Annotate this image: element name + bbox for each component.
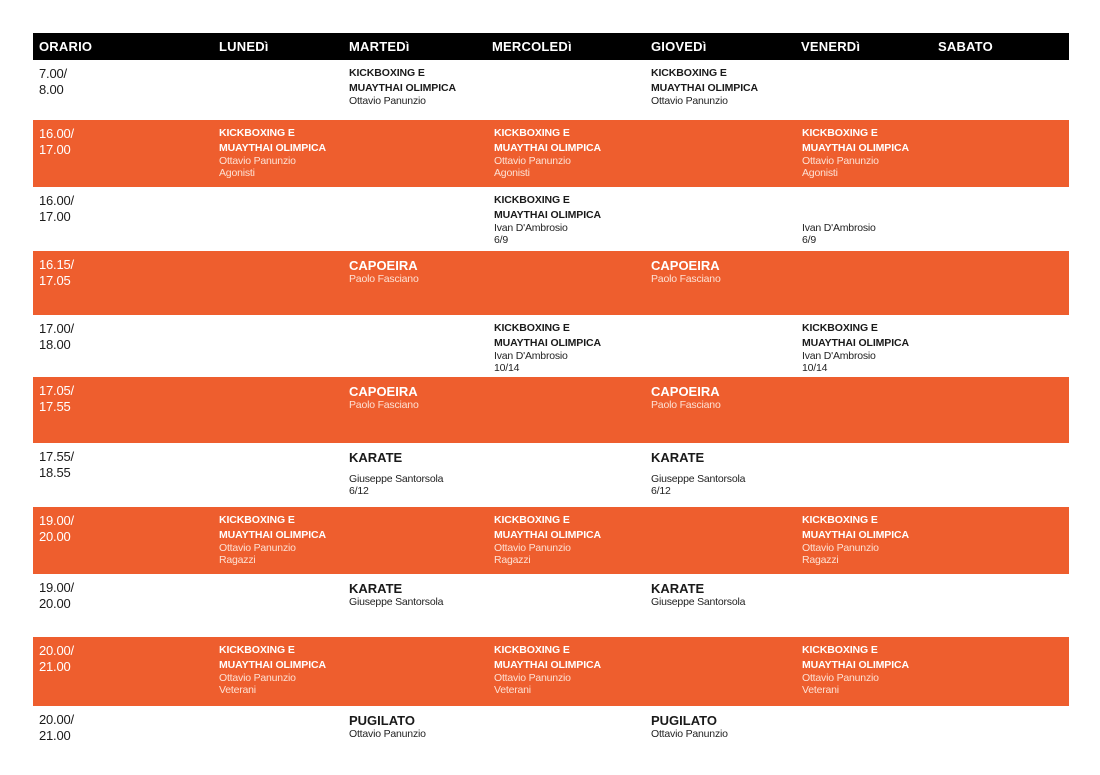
time-end: 20.00: [39, 529, 71, 544]
class-entry: [651, 257, 721, 286]
time-start: 16.00/: [39, 126, 74, 141]
time-slot: [39, 193, 74, 225]
class-title: CAPOEIRA: [349, 384, 418, 399]
class-group: Agonisti: [802, 166, 838, 179]
class-entry: [349, 449, 443, 497]
class-group: Ragazzi: [802, 553, 839, 566]
time-slot: [39, 321, 74, 353]
time-start: 16.15/: [39, 257, 74, 272]
class-title: KARATE: [349, 581, 403, 596]
instructor-name: Ottavio Panunzio: [802, 672, 879, 684]
class-title-line: MUAYTHAI OLIMPICA: [219, 529, 326, 541]
instructor-name: Paolo Fasciano: [651, 273, 721, 285]
class-title-line: KICKBOXING E: [802, 514, 878, 526]
class-title-line: KICKBOXING E: [494, 127, 570, 139]
schedule-row: [33, 574, 1069, 637]
time-start: 19.00/: [39, 580, 74, 595]
time-start: 17.55/: [39, 449, 74, 464]
schedule-header: [33, 33, 1069, 60]
class-entry: [651, 66, 758, 108]
class-title-line: MUAYTHAI OLIMPICA: [651, 82, 758, 94]
schedule-row: [33, 706, 1069, 766]
time-start: 7.00/: [39, 66, 67, 81]
class-title-line: MUAYTHAI OLIMPICA: [494, 209, 601, 221]
schedule-row: [33, 507, 1069, 574]
class-group: Veterani: [802, 683, 839, 696]
class-entry: [494, 193, 601, 246]
class-group: 10/14: [802, 361, 828, 374]
schedule-row: [33, 120, 1069, 187]
time-slot: [39, 712, 74, 744]
class-entry: [802, 321, 909, 374]
class-title: PUGILATO: [651, 713, 717, 728]
instructor-name: Ottavio Panunzio: [494, 542, 571, 554]
class-entry: [219, 126, 326, 179]
class-title-line: KICKBOXING E: [219, 644, 295, 656]
class-group: 6/12: [651, 484, 671, 497]
class-entry: [651, 449, 745, 497]
class-entry: [349, 712, 426, 741]
instructor-name: Ivan D'Ambrosio: [802, 350, 876, 362]
time-start: 16.00/: [39, 193, 74, 208]
class-title: PUGILATO: [349, 713, 415, 728]
instructor-name: Ottavio Panunzio: [651, 728, 728, 740]
class-title: CAPOEIRA: [349, 258, 418, 273]
column-header: LUNEDì: [219, 39, 269, 54]
class-entry: [651, 383, 721, 412]
class-entry: [802, 643, 909, 696]
class-title-line: MUAYTHAI OLIMPICA: [349, 82, 456, 94]
time-slot: [39, 580, 74, 612]
class-entry: [494, 126, 601, 179]
class-entry: [349, 257, 419, 286]
instructor-name: Ivan D'Ambrosio: [494, 222, 568, 234]
class-group: Veterani: [219, 683, 256, 696]
class-title: KARATE: [651, 450, 705, 465]
class-title-line: KICKBOXING E: [349, 67, 425, 79]
instructor-name: Ottavio Panunzio: [494, 672, 571, 684]
time-end: 21.00: [39, 659, 71, 674]
instructor-name: Ottavio Panunzio: [802, 542, 879, 554]
time-slot: [39, 643, 74, 675]
class-entry: [349, 580, 443, 609]
class-entry: [494, 513, 601, 566]
schedule-row: [33, 443, 1069, 507]
instructor-name: Giuseppe Santorsola: [651, 473, 746, 485]
class-title: KARATE: [651, 581, 705, 596]
time-end: 17.55: [39, 399, 71, 414]
instructor-name: Ottavio Panunzio: [219, 155, 296, 167]
class-title-line: MUAYTHAI OLIMPICA: [802, 659, 909, 671]
instructor-name: Ottavio Panunzio: [494, 155, 571, 167]
class-title-line: MUAYTHAI OLIMPICA: [494, 142, 601, 154]
schedule-row: [33, 315, 1069, 377]
instructor-name: Ivan D'Ambrosio: [802, 222, 876, 234]
schedule-row: [33, 251, 1069, 315]
class-title-line: MUAYTHAI OLIMPICA: [494, 529, 601, 541]
class-group: 6/12: [349, 484, 369, 497]
class-entry: [802, 223, 876, 246]
instructor-name: Ottavio Panunzio: [349, 728, 426, 740]
class-group: 6/9: [494, 233, 508, 246]
class-group: 10/14: [494, 361, 520, 374]
time-end: 18.00: [39, 337, 71, 352]
class-title-line: MUAYTHAI OLIMPICA: [802, 529, 909, 541]
class-title-line: KICKBOXING E: [494, 644, 570, 656]
time-start: 20.00/: [39, 712, 74, 727]
instructor-name: Paolo Fasciano: [349, 399, 419, 411]
instructor-name: Giuseppe Santorsola: [349, 473, 444, 485]
time-end: 8.00: [39, 82, 64, 97]
class-entry: [349, 66, 456, 108]
time-end: 20.00: [39, 596, 71, 611]
time-slot: [39, 513, 74, 545]
instructor-name: Paolo Fasciano: [349, 273, 419, 285]
time-start: 19.00/: [39, 513, 74, 528]
class-title-line: MUAYTHAI OLIMPICA: [219, 659, 326, 671]
instructor-name: Ottavio Panunzio: [651, 95, 728, 107]
class-title-line: MUAYTHAI OLIMPICA: [802, 142, 909, 154]
class-entry: [219, 513, 326, 566]
class-entry: [349, 383, 419, 412]
class-title-line: MUAYTHAI OLIMPICA: [802, 337, 909, 349]
class-title-line: KICKBOXING E: [651, 67, 727, 79]
time-end: 18.55: [39, 465, 71, 480]
class-title-line: KICKBOXING E: [219, 514, 295, 526]
time-end: 17.00: [39, 142, 71, 157]
time-start: 17.05/: [39, 383, 74, 398]
class-entry: [494, 321, 601, 374]
instructor-name: Giuseppe Santorsola: [651, 596, 746, 608]
time-slot: [39, 66, 67, 98]
time-start: 17.00/: [39, 321, 74, 336]
instructor-name: Ottavio Panunzio: [802, 155, 879, 167]
column-header: GIOVEDì: [651, 39, 707, 54]
schedule-row: [33, 377, 1069, 443]
time-slot: [39, 257, 74, 289]
schedule-row: [33, 637, 1069, 706]
class-group: 6/9: [802, 233, 816, 246]
time-end: 17.05: [39, 273, 71, 288]
column-header: VENERDì: [801, 39, 861, 54]
class-title-line: KICKBOXING E: [494, 514, 570, 526]
class-group: Ragazzi: [494, 553, 531, 566]
instructor-name: Giuseppe Santorsola: [349, 596, 444, 608]
class-group: Agonisti: [494, 166, 530, 179]
time-end: 17.00: [39, 209, 71, 224]
class-title-line: KICKBOXING E: [219, 127, 295, 139]
class-title-line: MUAYTHAI OLIMPICA: [494, 659, 601, 671]
class-title-line: MUAYTHAI OLIMPICA: [494, 337, 601, 349]
column-header: MERCOLEDì: [492, 39, 572, 54]
instructor-name: Ivan D'Ambrosio: [494, 350, 568, 362]
schedule-row: [33, 187, 1069, 251]
class-title-line: KICKBOXING E: [802, 322, 878, 334]
class-entry: [802, 126, 909, 179]
column-header: SABATO: [938, 39, 993, 54]
instructor-name: Ottavio Panunzio: [349, 95, 426, 107]
time-end: 21.00: [39, 728, 71, 743]
class-entry: [494, 643, 601, 696]
class-title: CAPOEIRA: [651, 384, 720, 399]
time-slot: [39, 449, 74, 481]
class-entry: [651, 712, 728, 741]
class-title-line: KICKBOXING E: [494, 322, 570, 334]
class-entry: [651, 580, 745, 609]
class-group: Agonisti: [219, 166, 255, 179]
class-title: CAPOEIRA: [651, 258, 720, 273]
class-group: Veterani: [494, 683, 531, 696]
instructor-name: Paolo Fasciano: [651, 399, 721, 411]
class-title-line: KICKBOXING E: [494, 194, 570, 206]
schedule-row: [33, 60, 1069, 120]
time-slot: [39, 383, 74, 415]
time-start: 20.00/: [39, 643, 74, 658]
class-title-line: KICKBOXING E: [802, 644, 878, 656]
time-slot: [39, 126, 74, 158]
class-title-line: KICKBOXING E: [802, 127, 878, 139]
class-entry: [802, 513, 909, 566]
instructor-name: Ottavio Panunzio: [219, 672, 296, 684]
instructor-name: Ottavio Panunzio: [219, 542, 296, 554]
class-title-line: MUAYTHAI OLIMPICA: [219, 142, 326, 154]
column-header: MARTEDì: [349, 39, 410, 54]
class-group: Ragazzi: [219, 553, 256, 566]
class-title: KARATE: [349, 450, 403, 465]
class-entry: [219, 643, 326, 696]
column-header: ORARIO: [39, 39, 93, 54]
